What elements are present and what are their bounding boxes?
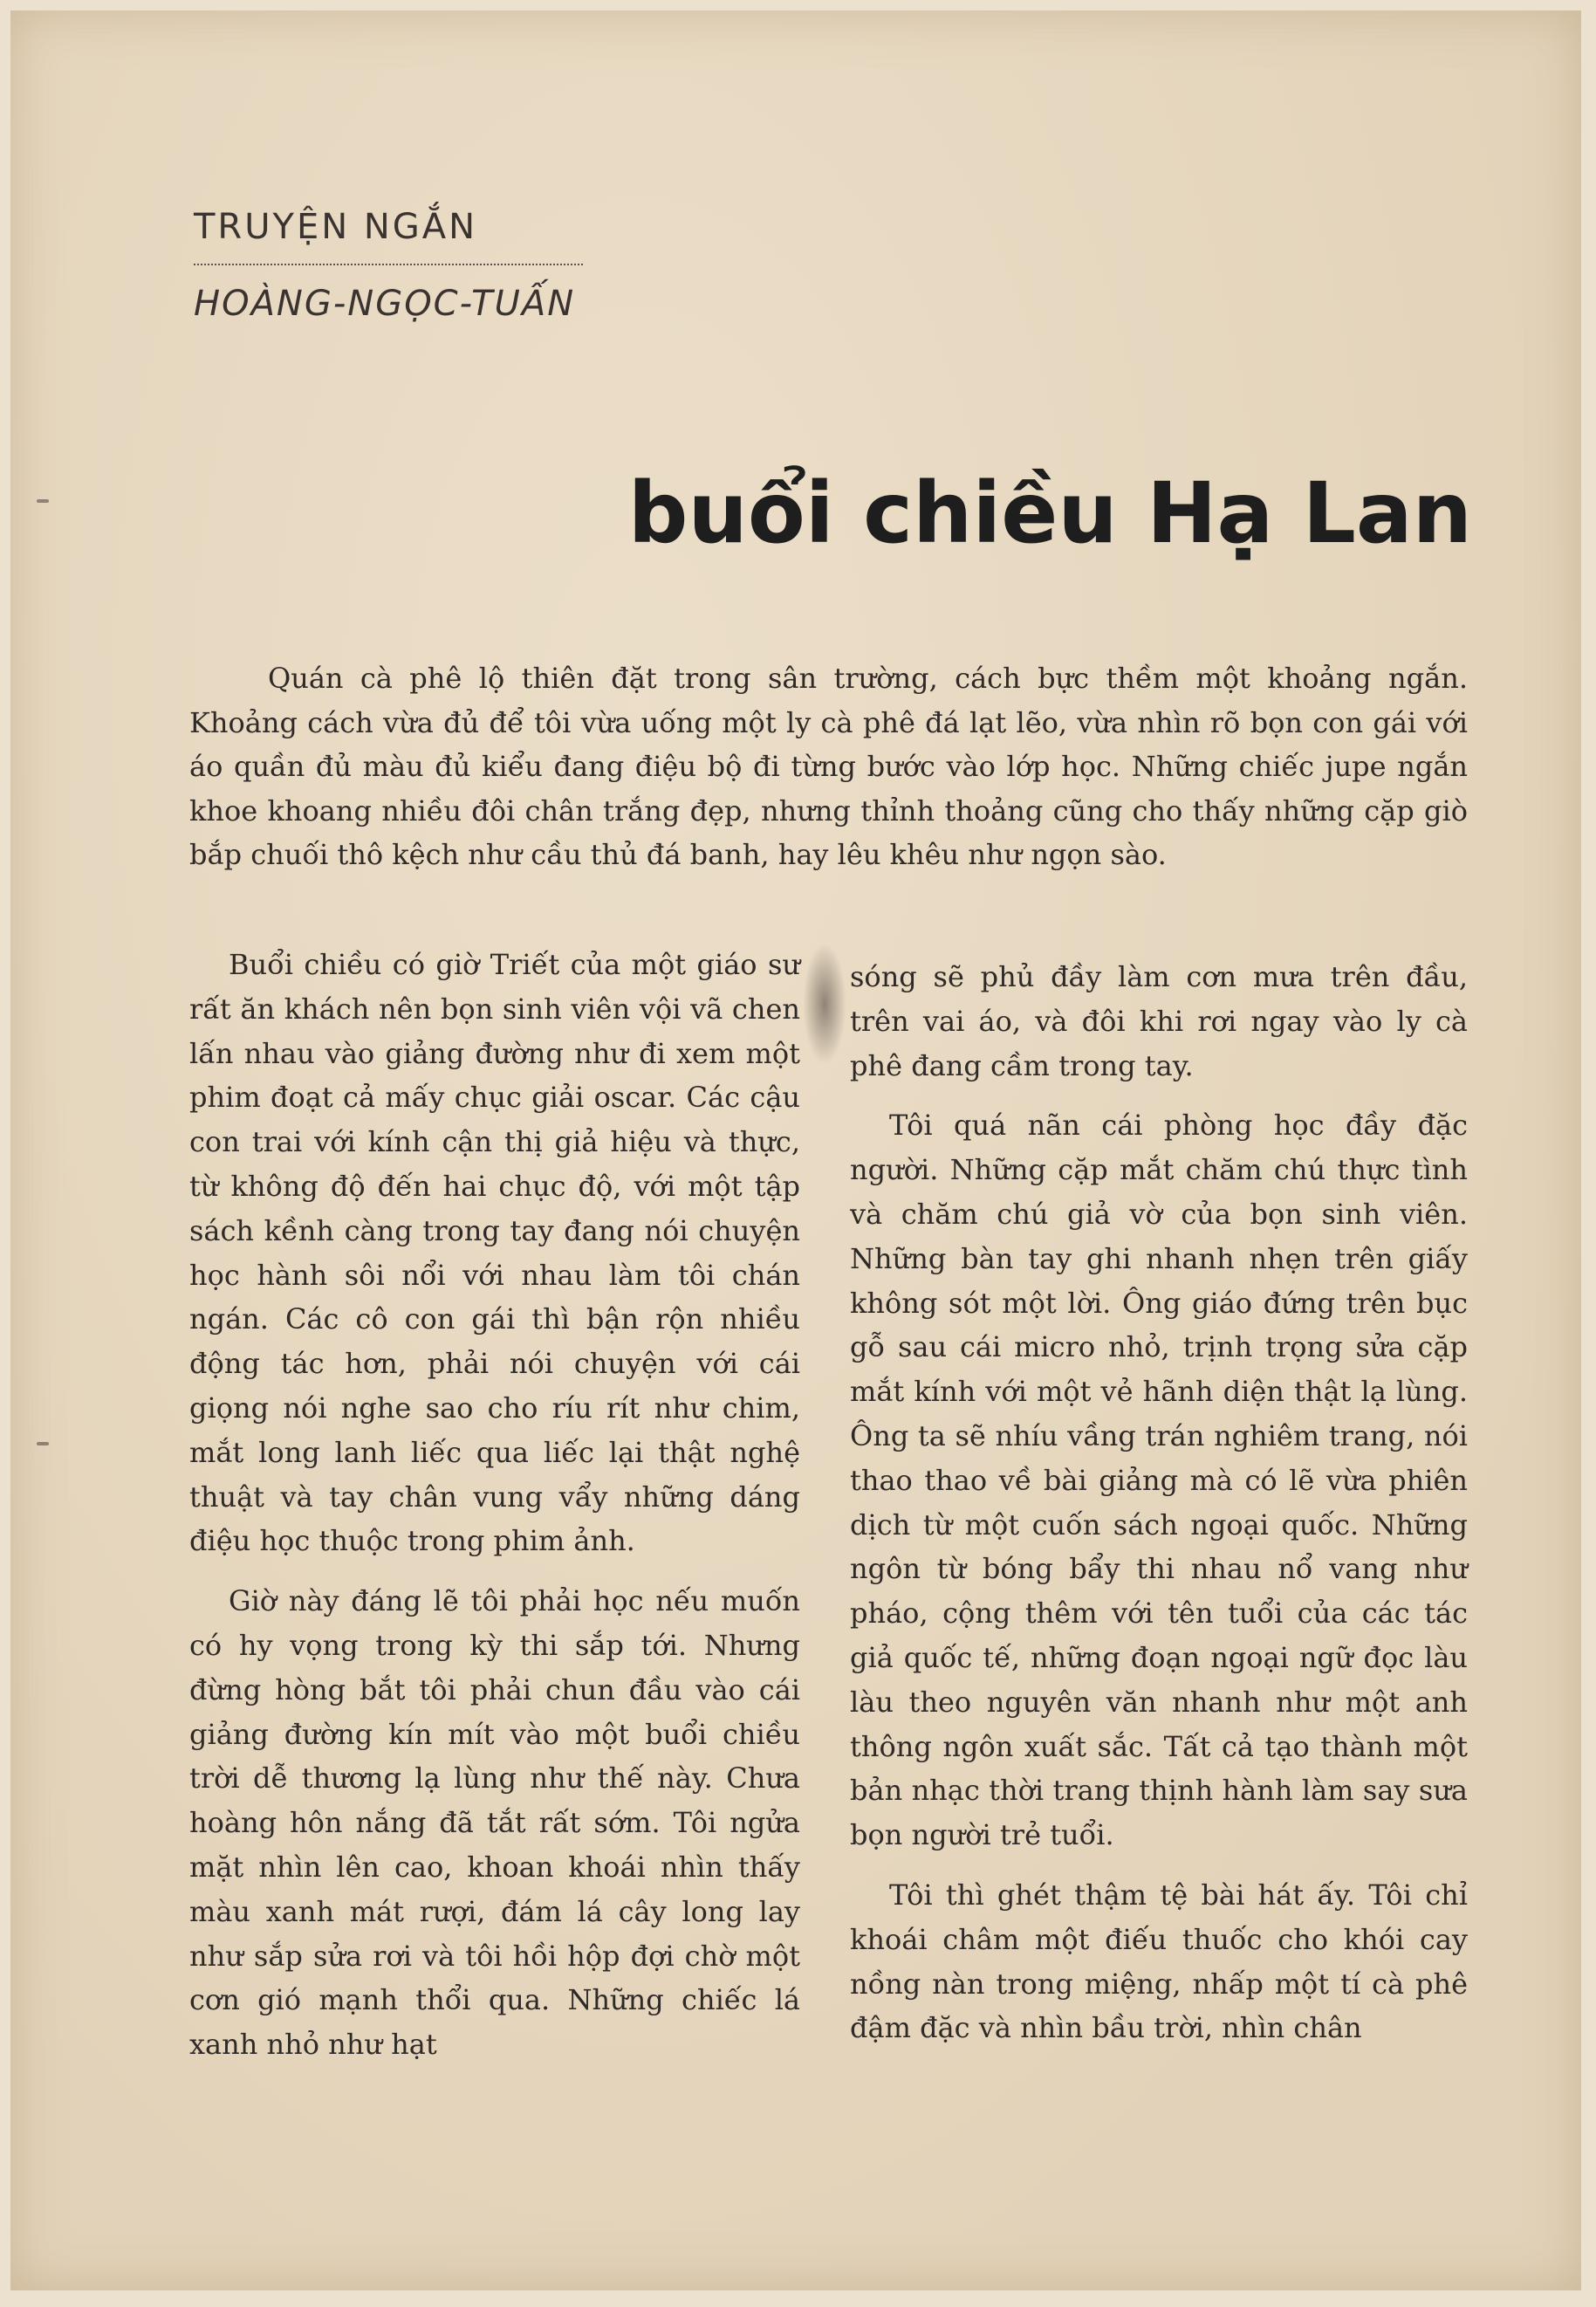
left-paragraph-1: Buổi chiều có giờ Triết của một giáo sư rất ăn khách nên bọn sinh viên vội vã chen lấn nhau vào giảng đường như đi xem một phim đoạt cả mấy chục giải oscar. Các cậu con trai với kính cận thị giả hiệu và thực, từ không độ đến hai chục độ, với một tập sách kềnh càng trong tay đang nói chuyện học hành sôi nổi với nhau làm tôi chán ngán. Các cô con gái thì bận rộn nhiều động tác hơn, phải nói chuyện với cái giọng nói nghe sao cho ríu rít như chim, mắt long lanh liếc qua liếc lại thật nghệ thuật và tay chân vung vẩy những dáng điệu học thuộc trong phim ảnh. bbox=[189, 948, 800, 1558]
dotted-divider bbox=[194, 264, 583, 265]
left-paragraph-2: Giờ này đáng lẽ tôi phải học nếu muốn có hy vọng trong kỳ thi sắp tới. Nhưng đừng hòng bắt tôi phải chun đầu vào cái giảng đường kín mít vào một buổi chiều trời dễ thương lạ lùng như thế này. Chưa hoàng hôn nắng đã tắt rất sớm. Tôi ngửa mặt nhìn lên cao, khoan khoái nhìn thấy màu xanh mát rượi, đám lá cây long lay như sắp sửa rơi và tôi hồi hộp đợi chờ một cơn gió mạnh thổi qua. Những chiếc lá xanh nhỏ như hạt bbox=[189, 1584, 800, 2062]
story-title: buổi chiều Hạ Lan bbox=[627, 464, 1472, 562]
right-paragraph-1: sóng sẽ phủ đầy làm cơn mưa trên đầu, trên vai áo, và đôi khi rơi ngay vào ly cà phê đang cầm trong tay. bbox=[850, 960, 1468, 1082]
right-paragraph-3: Tôi thì ghét thậm tệ bài hát ấy. Tôi chỉ khoái châm một điếu thuốc cho khói cay nồng nàn trong miệng, nhấp một tí cà phê đậm đặc và nhìn bầu trời, nhìn chân bbox=[850, 1878, 1468, 2045]
right-column bbox=[850, 955, 1468, 2066]
author-name: HOÀNG-NGỌC-TUẤN bbox=[194, 284, 576, 324]
intro-paragraph: Quán cà phê lộ thiên đặt trong sân trường, cách bực thềm một khoảng ngắn. Khoảng cách vừa đủ để tôi vừa uống một ly cà phê đá lạt lẽo, vừa nhìn rõ bọn con gái với áo quần đủ màu đủ kiểu đang điệu bộ đi từng bước vào lớp học. Những chiếc jupe ngắn khoe khoang nhiều đôi chân trắng đẹp, nhưng thỉnh thoảng cũng cho thấy những cặp giò bắp chuối thô kệch như cầu thủ đá banh, hay lêu khêu như ngọn sào. bbox=[189, 662, 1468, 871]
ink-smudge bbox=[803, 943, 846, 1065]
left-column bbox=[189, 943, 800, 2083]
paper-mark bbox=[37, 499, 49, 503]
magazine-page bbox=[10, 10, 1581, 2290]
section-label: TRUYỆN NGẮN bbox=[194, 207, 478, 247]
paper-mark bbox=[37, 1442, 49, 1445]
right-paragraph-2: Tôi quá nãn cái phòng học đầy đặc người. Những cặp mắt chăm chú thực tình và chăm chú giả vờ của bọn sinh viên. Những bàn tay ghi nhanh nhẹn trên giấy không sót một lời. Ông giáo đứng trên bục gỗ sau cái micro nhỏ, trịnh trọng sửa cặp mắt kính với một vẻ hãnh diện thật lạ lùng. Ông ta sẽ nhíu vầng trán nghiêm trang, nói thao thao về bài giảng mà có lẽ vừa phiên dịch từ một cuốn sách ngoại quốc. Những ngôn từ bóng bẩy thi nhau nổ vang như pháo, cộng thêm với tên tuổi của các tác giả quốc tế, những đoạn ngoại ngữ đọc làu làu theo nguyên văn nhanh như một anh thông ngôn xuất sắc. Tất cả tạo thành một bản nhạc thời trang thịnh hành làm say sưa bọn người trẻ tuổi. bbox=[850, 1109, 1468, 1852]
